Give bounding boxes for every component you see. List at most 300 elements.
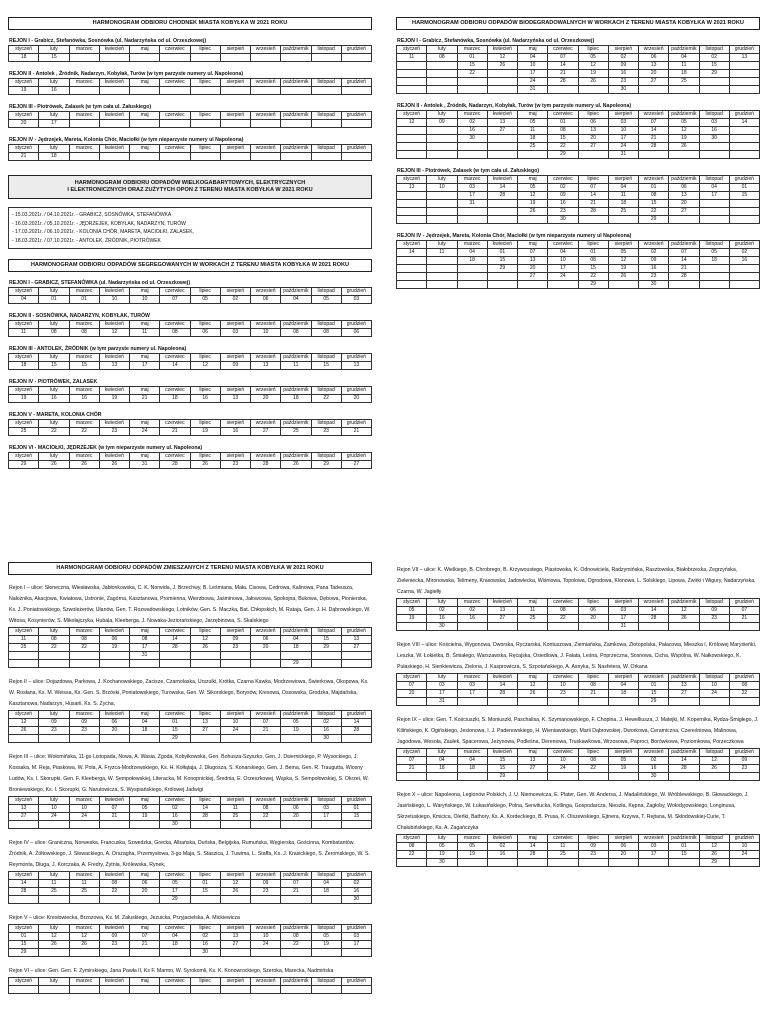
- table-row: [9, 153, 372, 161]
- date-cell: 11: [9, 636, 39, 644]
- date-cell: 16: [457, 615, 487, 623]
- date-cell: [487, 151, 517, 159]
- month-header: styczeń: [397, 674, 427, 682]
- date-cell: 16: [190, 395, 220, 403]
- date-cell: 10: [608, 127, 638, 135]
- month-header: maj: [130, 112, 160, 120]
- date-cell: 11: [220, 805, 250, 813]
- month-header: wrzesień: [639, 241, 669, 249]
- date-cell: 28: [548, 78, 578, 86]
- date-cell: 31: [518, 86, 548, 94]
- date-cell: [9, 735, 39, 743]
- date-cell: [699, 265, 729, 273]
- month-header: czerwiec: [160, 145, 190, 153]
- date-cell: 29: [160, 896, 190, 904]
- date-cell: 11: [39, 880, 69, 888]
- date-cell: 31: [130, 652, 160, 660]
- month-header: czerwiec: [160, 46, 190, 54]
- month-header: maj: [518, 46, 548, 54]
- date-cell: 14: [9, 880, 39, 888]
- date-cell: [457, 265, 487, 273]
- date-cell: 06: [578, 607, 608, 615]
- date-cell: [99, 153, 129, 161]
- region-label: Rejon IX – ulice: Gen. T. Kościuszki, S. Moniuszki, Paschalisa, K. Szymanowskiego, F. Chopina, J. Hewelliusza, J. Matejki, M. Kopernika, Rydza-Śmigłego, J. Kilińskiego, K. Ogińskiego, Jesionowa, I. J. Paderewskiego, H. Wieniawskiego, Marii Dąbrowskiej, Dworkowa, Ceramiczna, Czereśniowa, Malinowa, Jagodowa, Wesoła, Zaułek, Spacerowa, Jeżynowa, Podleśna, Dereniowa, Truskawkowa, Wrzosowa, Paproci, Borówkowa, Poziomkowa, Porzeczkowa: [397, 717, 759, 745]
- date-cell: 23: [639, 273, 669, 281]
- date-cell: 23: [220, 644, 250, 652]
- month-header: marzec: [69, 387, 99, 395]
- region-label: Rejon X – ulice: Napoleona, Legionów Polskich, J. U. Niemcewicza, E. Plater, Gen. W. Andersa, J. Madalińskiego, W. Wróblewskiego, B. Głowackiego, J. Jasińskiego, L. Waryńskiego, W. Łukasińskiego, Polna, Serwitucka, Kotlinga, Gospodarcza, Nieszła, Kępna, Żagłoby, Wołodyjowskiego, Longinusa, Skrzetuskiego, Kmicica, Oleńki, Bathory, Ks. A. Kordeckiego, B. Prusa, K. Olszewskiego, Ejtnera, Krzywa, T. Rejtana, M. Skłodowskiej-Curie, T. Chałubińskiego, Ks. A. Zagańczyka: [397, 792, 749, 831]
- table-row: [397, 200, 760, 208]
- date-cell: [69, 821, 99, 829]
- date-cell: 13: [487, 119, 517, 127]
- month-header: październik: [281, 978, 311, 986]
- date-cell: 10: [130, 296, 160, 304]
- month-header: wrzesień: [251, 711, 281, 719]
- date-cell: [397, 127, 427, 135]
- month-header: luty: [39, 46, 69, 54]
- month-header: sierpień: [220, 872, 250, 880]
- date-cell: 01: [69, 296, 99, 304]
- date-cell: 21: [578, 200, 608, 208]
- date-cell: [190, 821, 220, 829]
- date-cell: [457, 143, 487, 151]
- date-cell: 21: [669, 265, 699, 273]
- table-row: [9, 727, 372, 735]
- month-header: listopad: [311, 288, 341, 296]
- date-cell: 15: [160, 727, 190, 735]
- date-cell: [99, 821, 129, 829]
- table-row: [9, 395, 372, 403]
- date-cell: 12: [99, 329, 129, 337]
- month-header: maj: [130, 872, 160, 880]
- date-cell: [427, 208, 457, 216]
- date-cell: 08: [69, 636, 99, 644]
- schedule-table: [8, 144, 372, 161]
- month-header-row: [9, 420, 372, 428]
- month-header: grudzień: [341, 288, 371, 296]
- month-header: grudzień: [341, 112, 371, 120]
- date-cell: [669, 698, 699, 706]
- date-cell: [608, 859, 638, 867]
- month-header: grudzień: [341, 628, 371, 636]
- date-cell: 16: [220, 428, 250, 436]
- date-cell: [281, 896, 311, 904]
- month-header: sierpień: [608, 46, 638, 54]
- date-cell: 04: [518, 54, 548, 62]
- date-cell: 13: [669, 682, 699, 690]
- month-header: lipiec: [190, 112, 220, 120]
- date-cell: 11: [9, 329, 39, 337]
- date-cell: 11: [397, 54, 427, 62]
- month-header: październik: [669, 599, 699, 607]
- month-header: styczeń: [397, 749, 427, 757]
- date-cell: 30: [457, 135, 487, 143]
- date-cell: 24: [608, 143, 638, 151]
- date-cell: 01: [9, 933, 39, 941]
- region-label: REJON II - SOSNÓWKA, NADARZYN, KOBYŁAK, TURÓW: [9, 313, 150, 319]
- month-header-row: [9, 79, 372, 87]
- date-cell: 13: [578, 127, 608, 135]
- region-label: Rejon VII – ulice: K. Wielkiego, B. Chrobrego, B. Krzywoustego, Piastowska, K. Odnowiciela, Radzymińska, Rasztowska, Białobrzeska, Zegrzyńska, Zielenieckа, Mironowska, Telimeny, Krasowska, Jadowiecka, Wiśniowa, Topolowa, Ogrodowa, Klonowa, L. Solskiego, Lipowa, Żwirki i Wigury, Nadarzyńska, Czarna, W. Jagiełły: [397, 567, 756, 595]
- month-header-row: [9, 453, 372, 461]
- date-cell: 21: [281, 888, 311, 896]
- date-cell: 02: [487, 843, 517, 851]
- date-cell: [220, 153, 250, 161]
- month-header: październik: [281, 112, 311, 120]
- month-header: grudzień: [341, 978, 371, 986]
- date-cell: [487, 208, 517, 216]
- date-cell: 05: [699, 249, 729, 257]
- month-header-row: [397, 176, 760, 184]
- date-cell: 08: [578, 682, 608, 690]
- month-header: listopad: [699, 749, 729, 757]
- date-cell: 14: [669, 757, 699, 765]
- month-header: luty: [39, 145, 69, 153]
- region-label: Rejon V – ulice: Kresłowiecka, Brzozowa, Ks. M. Załuskiego, Jezuicka, Przyjacielska, A. Mickiewicza: [9, 915, 240, 921]
- date-cell: [99, 986, 129, 994]
- month-header: grudzień: [341, 872, 371, 880]
- table-row: [397, 184, 760, 192]
- date-cell: 28: [341, 727, 371, 735]
- month-header: marzec: [69, 420, 99, 428]
- date-cell: [99, 949, 129, 957]
- date-cell: 15: [669, 851, 699, 859]
- month-header: kwiecień: [99, 978, 129, 986]
- date-cell: [311, 821, 341, 829]
- date-cell: 17: [639, 851, 669, 859]
- date-cell: 14: [160, 362, 190, 370]
- date-cell: 16: [39, 395, 69, 403]
- date-cell: [699, 623, 729, 631]
- month-header: wrzesień: [251, 46, 281, 54]
- date-cell: 10: [427, 184, 457, 192]
- date-cell: [427, 62, 457, 70]
- date-cell: [160, 652, 190, 660]
- month-header: grudzień: [341, 387, 371, 395]
- date-cell: 02: [311, 719, 341, 727]
- month-header: czerwiec: [160, 872, 190, 880]
- date-cell: 31: [608, 623, 638, 631]
- date-cell: [548, 281, 578, 289]
- date-cell: 21: [130, 395, 160, 403]
- month-header: grudzień: [341, 925, 371, 933]
- month-header-row: [9, 978, 372, 986]
- date-cell: 02: [639, 249, 669, 257]
- date-cell: 29: [311, 644, 341, 652]
- date-cell: 04: [457, 757, 487, 765]
- date-cell: 30: [639, 281, 669, 289]
- month-header-row: [397, 674, 760, 682]
- date-cell: 09: [578, 843, 608, 851]
- date-cell: 09: [427, 119, 457, 127]
- region-label: REJON II - Antolek , Źródnik, Nadarzyn, Kobyłak, Turów (w tym parzyste numery ul. Napoleona): [9, 71, 244, 77]
- date-cell: 26: [669, 143, 699, 151]
- date-cell: 01: [160, 719, 190, 727]
- month-header: styczeń: [9, 46, 39, 54]
- month-header: czerwiec: [548, 599, 578, 607]
- date-cell: 13: [99, 362, 129, 370]
- month-header: listopad: [699, 835, 729, 843]
- month-header: wrzesień: [251, 872, 281, 880]
- month-header: lipiec: [190, 925, 220, 933]
- residual-schedule-title: HARMONOGRAM ODBIORU ODPADÓW ZMIESZANYCH Z TERENU MIASTA KOBYŁKA W 2021 ROKU: [8, 562, 372, 575]
- month-header: grudzień: [729, 599, 759, 607]
- date-cell: 27: [669, 208, 699, 216]
- date-cell: 05: [397, 607, 427, 615]
- date-cell: 05: [311, 296, 341, 304]
- date-cell: [69, 120, 99, 128]
- date-cell: [281, 821, 311, 829]
- month-header: luty: [427, 835, 457, 843]
- bulky-waste-title: [8, 175, 372, 199]
- month-header: październik: [669, 674, 699, 682]
- month-header: październik: [281, 925, 311, 933]
- date-cell: 11: [130, 329, 160, 337]
- month-header: sierpień: [220, 79, 250, 87]
- date-cell: [518, 773, 548, 781]
- date-cell: 12: [669, 127, 699, 135]
- date-cell: [729, 151, 759, 159]
- date-cell: 31: [130, 461, 160, 469]
- date-cell: [130, 120, 160, 128]
- date-cell: 25: [548, 851, 578, 859]
- date-cell: 02: [608, 54, 638, 62]
- date-cell: [220, 896, 250, 904]
- date-cell: 05: [311, 933, 341, 941]
- date-cell: [518, 151, 548, 159]
- month-header-row: [9, 387, 372, 395]
- date-cell: 30: [639, 773, 669, 781]
- date-cell: [130, 87, 160, 95]
- date-cell: [160, 949, 190, 957]
- date-cell: 12: [190, 636, 220, 644]
- date-cell: 27: [9, 813, 39, 821]
- month-header: sierpień: [608, 176, 638, 184]
- date-cell: [281, 949, 311, 957]
- month-header: kwiecień: [487, 46, 517, 54]
- month-header-row: [397, 111, 760, 119]
- month-header: październik: [669, 241, 699, 249]
- date-cell: 01: [578, 249, 608, 257]
- date-cell: [39, 735, 69, 743]
- date-cell: 18: [669, 70, 699, 78]
- date-cell: 01: [487, 249, 517, 257]
- date-cell: [341, 660, 371, 668]
- residual-regions-left: [8, 583, 372, 994]
- table-row: [397, 135, 760, 143]
- date-cell: [699, 200, 729, 208]
- date-cell: 16: [548, 200, 578, 208]
- table-row: [9, 644, 372, 652]
- month-header: wrzesień: [639, 599, 669, 607]
- month-header: czerwiec: [548, 835, 578, 843]
- date-cell: 30: [427, 859, 457, 867]
- month-header: listopad: [311, 79, 341, 87]
- date-cell: 03: [639, 843, 669, 851]
- date-cell: 05: [427, 843, 457, 851]
- month-header: maj: [130, 46, 160, 54]
- month-header: wrzesień: [251, 628, 281, 636]
- date-cell: 29: [578, 281, 608, 289]
- month-header: maj: [130, 797, 160, 805]
- date-cell: 17: [160, 888, 190, 896]
- date-cell: 18: [457, 765, 487, 773]
- date-cell: [669, 623, 699, 631]
- date-cell: 28: [487, 192, 517, 200]
- date-cell: [397, 265, 427, 273]
- month-header-row: [9, 321, 372, 329]
- date-cell: [699, 273, 729, 281]
- table-row: [9, 362, 372, 370]
- date-cell: 12: [518, 192, 548, 200]
- date-cell: 20: [608, 851, 638, 859]
- month-header: maj: [518, 835, 548, 843]
- month-header: listopad: [311, 387, 341, 395]
- date-cell: 08: [397, 843, 427, 851]
- date-cell: 16: [160, 813, 190, 821]
- month-header: marzec: [69, 628, 99, 636]
- month-header: maj: [518, 241, 548, 249]
- month-header: maj: [518, 176, 548, 184]
- date-cell: 18: [9, 362, 39, 370]
- date-cell: 10: [548, 682, 578, 690]
- date-cell: 29: [160, 735, 190, 743]
- date-cell: 20: [518, 265, 548, 273]
- month-header: listopad: [311, 453, 341, 461]
- date-cell: 14: [548, 62, 578, 70]
- month-header: lipiec: [578, 111, 608, 119]
- table-row: [397, 843, 760, 851]
- month-header: styczeń: [9, 872, 39, 880]
- month-header: czerwiec: [160, 797, 190, 805]
- date-cell: [281, 735, 311, 743]
- date-cell: 15: [69, 362, 99, 370]
- date-cell: [397, 192, 427, 200]
- date-cell: 15: [578, 265, 608, 273]
- date-cell: 04: [281, 296, 311, 304]
- bulky-item: - 18.03.2021r. / 07.10.2021r. - ANTOLEK, ŹRÓDNIK, PIOTRÓWEK: [12, 237, 161, 244]
- date-cell: 19: [608, 765, 638, 773]
- date-cell: [39, 652, 69, 660]
- date-cell: [397, 273, 427, 281]
- date-cell: 16: [427, 615, 457, 623]
- month-header: sierpień: [220, 453, 250, 461]
- date-cell: 10: [518, 62, 548, 70]
- date-cell: 07: [130, 933, 160, 941]
- date-cell: 01: [669, 843, 699, 851]
- date-cell: 29: [487, 265, 517, 273]
- date-cell: 08: [578, 757, 608, 765]
- date-cell: [190, 87, 220, 95]
- month-header: lipiec: [190, 420, 220, 428]
- month-header: maj: [130, 628, 160, 636]
- month-header: październik: [281, 354, 311, 362]
- date-cell: [729, 273, 759, 281]
- date-cell: [281, 652, 311, 660]
- date-cell: 07: [281, 880, 311, 888]
- date-cell: 27: [220, 941, 250, 949]
- month-header: kwiecień: [99, 872, 129, 880]
- month-header: styczeń: [9, 711, 39, 719]
- date-cell: [427, 135, 457, 143]
- month-header: listopad: [311, 797, 341, 805]
- date-cell: 18: [608, 200, 638, 208]
- table-row: [397, 86, 760, 94]
- month-header: czerwiec: [548, 241, 578, 249]
- region-label: REJON V - MARETA, KOLONIA CHÓR: [9, 412, 102, 418]
- month-header: luty: [427, 599, 457, 607]
- date-cell: [578, 151, 608, 159]
- date-cell: 02: [457, 119, 487, 127]
- month-header-row: [9, 112, 372, 120]
- month-header: czerwiec: [160, 79, 190, 87]
- month-header: luty: [39, 112, 69, 120]
- month-header: lipiec: [578, 674, 608, 682]
- month-header: luty: [39, 321, 69, 329]
- date-cell: [130, 949, 160, 957]
- month-header: grudzień: [729, 46, 759, 54]
- table-row: [9, 735, 372, 743]
- date-cell: 24: [699, 690, 729, 698]
- date-cell: [457, 859, 487, 867]
- date-cell: 26: [190, 644, 220, 652]
- month-header: styczeń: [9, 628, 39, 636]
- date-cell: 03: [608, 119, 638, 127]
- date-cell: 30: [160, 821, 190, 829]
- right-bottom-column: [396, 562, 760, 876]
- date-cell: 25: [518, 143, 548, 151]
- date-cell: 29: [9, 949, 39, 957]
- date-cell: [251, 660, 281, 668]
- date-cell: 03: [457, 184, 487, 192]
- month-header: wrzesień: [251, 288, 281, 296]
- month-header: marzec: [69, 453, 99, 461]
- table-row: [397, 192, 760, 200]
- month-header: styczeń: [397, 241, 427, 249]
- date-cell: 26: [69, 941, 99, 949]
- month-header-row: [397, 749, 760, 757]
- month-header: styczeń: [9, 453, 39, 461]
- month-header: marzec: [457, 46, 487, 54]
- table-row: [397, 607, 760, 615]
- month-header: luty: [427, 176, 457, 184]
- month-header: październik: [669, 835, 699, 843]
- date-cell: 04: [311, 880, 341, 888]
- month-header: styczeń: [9, 978, 39, 986]
- date-cell: 21: [251, 727, 281, 735]
- month-header: czerwiec: [160, 387, 190, 395]
- month-header: sierpień: [220, 46, 250, 54]
- date-cell: 15: [39, 54, 69, 62]
- date-cell: 25: [220, 813, 250, 821]
- date-cell: [190, 735, 220, 743]
- month-header: marzec: [69, 711, 99, 719]
- date-cell: 04: [9, 296, 39, 304]
- schedule-table: [8, 353, 372, 370]
- date-cell: 10: [251, 933, 281, 941]
- month-header: luty: [39, 387, 69, 395]
- date-cell: 16: [487, 851, 517, 859]
- table-row: [9, 896, 372, 904]
- month-header: czerwiec: [548, 674, 578, 682]
- month-header: styczeń: [397, 111, 427, 119]
- date-cell: 20: [639, 70, 669, 78]
- date-cell: [427, 86, 457, 94]
- month-header: kwiecień: [99, 321, 129, 329]
- date-cell: 29: [699, 859, 729, 867]
- date-cell: [427, 127, 457, 135]
- date-cell: 13: [220, 933, 250, 941]
